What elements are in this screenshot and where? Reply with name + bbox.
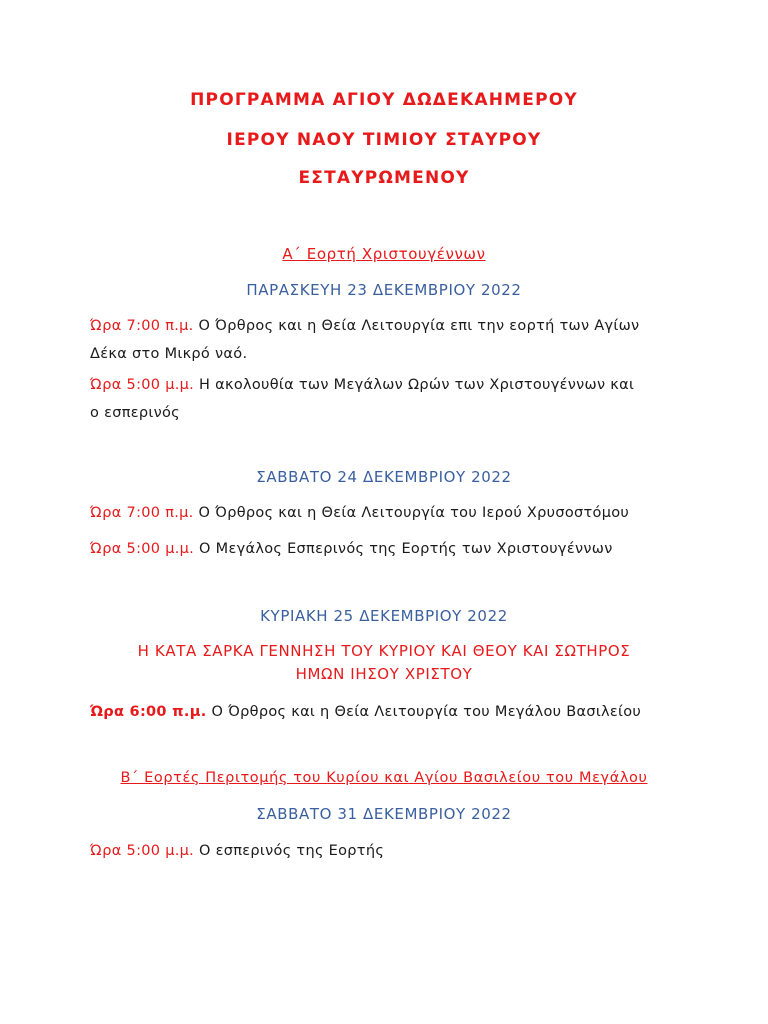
title-line-3: ΕΣΤΑΥΡΩΜΕΝΟΥ [298, 168, 470, 188]
service-text: Ο Όρθρος και η Θεία Λειτουργία του Μεγάλου Βασιλείου [211, 704, 642, 720]
service-text: Ο Μεγάλος Εσπερινός της Εορτής των Χριστουγέννων [199, 541, 613, 557]
service-entry [90, 535, 690, 563]
feast-title-line-1: Η ΚΑΤΑ ΣΑΡΚΑ ΓΕΝΝΗΣΗ ΤΟΥ ΚΥΡΙΟΥ ΚΑΙ ΘΕΟΥ ΚΑΙ ΣΩΤΗΡΟΣ [137, 642, 631, 660]
service-time: Ώρα 7:00 π.μ. [90, 318, 194, 334]
date-heading-dec-25: ΚΥΡΙΑΚΗ 25 ΔΕΚΕΜΒΡΙΟΥ 2022 [260, 607, 508, 625]
title-line-1: ΠΡΟΓΡΑΜΜΑ ΑΓΙΟΥ ΔΩΔΕΚΑΗΜΕΡΟΥ [190, 90, 578, 110]
service-entry [90, 312, 690, 368]
service-time: Ώρα 5:00 μ.μ. [90, 377, 195, 393]
service-text: Ο Όρθρος και η Θεία Λειτουργία του Ιερού Χρυσοστόμου [198, 505, 630, 521]
service-time: Ώρα 5:00 μ.μ. [90, 541, 195, 557]
service-entry [90, 698, 690, 726]
title-line-2: ΙΕΡΟΥ ΝΑΟΥ ΤΙΜΙΟΥ ΣΤΑΥΡΟΥ [226, 130, 542, 150]
date-heading-dec-23: ΠΑΡΑΣΚΕΥΗ 23 ΔΕΚΕΜΒΡΙΟΥ 2022 [246, 281, 522, 299]
service-time: Ώρα 7:00 π.μ. [90, 505, 194, 521]
service-text-continued: ο εσπερινός [90, 405, 180, 421]
section-b-heading: Β΄ Εορτές Περιτομής του Κυρίου και Αγίου Βασιλείου του Μεγάλου [120, 770, 648, 786]
service-time: Ώρα 5:00 μ.μ. [90, 843, 195, 859]
feast-title-line-2: ΗΜΩΝ ΙΗΣΟΥ ΧΡΙΣΤΟΥ [295, 665, 473, 683]
section-a-heading: Α΄ Εορτή Χριστουγέννων [282, 245, 486, 263]
service-text: Ο εσπερινός της Εορτής [199, 843, 385, 859]
date-heading-dec-24: ΣΑΒΒΑΤΟ 24 ΔΕΚΕΜΒΡΙΟΥ 2022 [256, 468, 512, 486]
service-time: Ώρα 6:00 π.μ. [90, 704, 207, 720]
service-text: Η ακολουθία των Μεγάλων Ωρών των Χριστουγέννων και [199, 377, 635, 393]
service-text: Ο Όρθρος και η Θεία Λειτουργία επι την εορτή των Αγίων [198, 318, 640, 334]
service-text-continued: Δέκα στο Μικρό ναό. [90, 346, 248, 362]
date-heading-dec-31: ΣΑΒΒΑΤΟ 31 ΔΕΚΕΜΒΡΙΟΥ 2022 [256, 805, 512, 823]
service-entry [90, 837, 690, 865]
service-entry [90, 499, 690, 527]
service-entry [90, 371, 690, 427]
